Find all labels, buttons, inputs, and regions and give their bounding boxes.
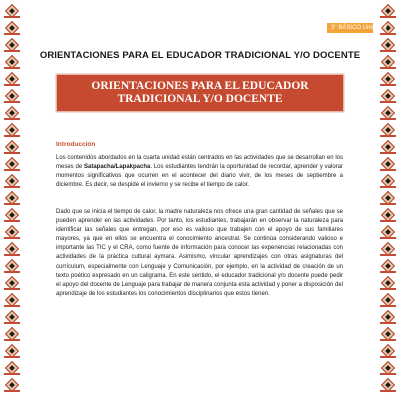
border-motif bbox=[6, 124, 18, 136]
border-motif bbox=[6, 39, 18, 51]
border-motif bbox=[382, 209, 394, 221]
intro-heading: Introducción bbox=[56, 141, 96, 148]
left-decorative-border bbox=[0, 0, 24, 400]
border-motif bbox=[6, 379, 18, 391]
p1-text-b: . Los estudiantes tendrán la oportunidad de recordar, aprender y valorar momentos significativos que ocurren en el acontecer del diario vivir, de los meses de septiembre a diciembre. Es decir, se despide el invierno y se recibe el tiempo de calor. bbox=[56, 164, 343, 189]
grade-label: 3° BÁSICO bbox=[331, 25, 362, 31]
border-motif bbox=[6, 243, 18, 255]
border-motif bbox=[382, 73, 394, 85]
border-motif bbox=[6, 73, 18, 85]
border-motif bbox=[382, 260, 394, 272]
border-motif bbox=[6, 260, 18, 272]
border-motif bbox=[382, 158, 394, 170]
border-motif bbox=[382, 345, 394, 357]
border-motif bbox=[382, 328, 394, 340]
unit-label: Unidad 4 bbox=[362, 25, 387, 31]
border-motif bbox=[6, 192, 18, 204]
intro-paragraph-1 bbox=[56, 154, 343, 190]
border-motif bbox=[382, 379, 394, 391]
p1-bold-term: Satapacha/Lapakpacha bbox=[83, 164, 151, 171]
border-motif bbox=[382, 294, 394, 306]
border-motif bbox=[382, 362, 394, 374]
border-motif bbox=[382, 192, 394, 204]
border-motif bbox=[382, 90, 394, 102]
border-motif bbox=[6, 90, 18, 102]
grade-unit-badge bbox=[327, 23, 387, 33]
border-motif bbox=[382, 107, 394, 119]
border-motif bbox=[382, 124, 394, 136]
border-motif bbox=[6, 328, 18, 340]
border-motif bbox=[6, 56, 18, 68]
border-motif bbox=[6, 5, 18, 17]
border-motif bbox=[6, 345, 18, 357]
border-motif bbox=[6, 362, 18, 374]
border-motif bbox=[382, 5, 394, 17]
border-motif bbox=[382, 56, 394, 68]
banner-title: ORIENTACIONES PARA EL EDUCADOR TRADICIONAL Y/O DOCENTE bbox=[91, 79, 309, 105]
border-motif bbox=[382, 311, 394, 323]
border-motif bbox=[6, 141, 18, 153]
border-motif bbox=[382, 141, 394, 153]
border-motif bbox=[6, 311, 18, 323]
right-decorative-border bbox=[376, 0, 400, 400]
intro-paragraph-2: Dado que se inicia el tiempo de calor, la madre naturaleza nos ofrece una gran cantidad de señales que se pueden aprender en las actividades. Por tanto, los estudiantes, trabajarán en observar la naturaleza para identificar las señales que entregan, por eso es valioso que trabajen con el apoyo de sus familiares mayores, ya que en ellos se encuentra el conocimiento ancestral. Se continúa considerando valioso e importante las TIC y el CRA, como fuente de información para conocer las experiencias relacionadas con actividades de la práctica cultural aymara. Asimismo, vincular aprendizajes con otras asignaturas del currículum, especialmente con Lenguaje y Comunicación, por ejemplo, en la actividad de creación de un texto poético expresado en un caligrama. En este sentido, el educador tradicional y/o docente puede pedir el apoyo del docente de Lenguaje para trabajar de manera conjunta esta actividad y poner a disposición del aprendizaje de los estudiantes los conocimientos disciplinarios que estos tienen. bbox=[56, 209, 343, 297]
p1-text-a: Los contenidos abordados en la cuarta unidad están centrados en las actividades que se desarrollan en los meses de bbox=[56, 155, 343, 171]
border-motif bbox=[6, 226, 18, 238]
border-motif bbox=[6, 158, 18, 170]
border-motif bbox=[382, 39, 394, 51]
border-motif bbox=[6, 22, 18, 34]
border-motif bbox=[382, 277, 394, 289]
border-motif bbox=[6, 277, 18, 289]
border-motif bbox=[6, 209, 18, 221]
border-motif bbox=[6, 175, 18, 187]
border-motif bbox=[382, 243, 394, 255]
page-header: ORIENTACIONES PARA EL EDUCADOR TRADICIONAL Y/O DOCENTE bbox=[39, 50, 361, 61]
border-motif bbox=[6, 107, 18, 119]
border-motif bbox=[382, 175, 394, 187]
border-motif bbox=[6, 294, 18, 306]
section-banner bbox=[57, 75, 343, 111]
border-motif bbox=[382, 226, 394, 238]
